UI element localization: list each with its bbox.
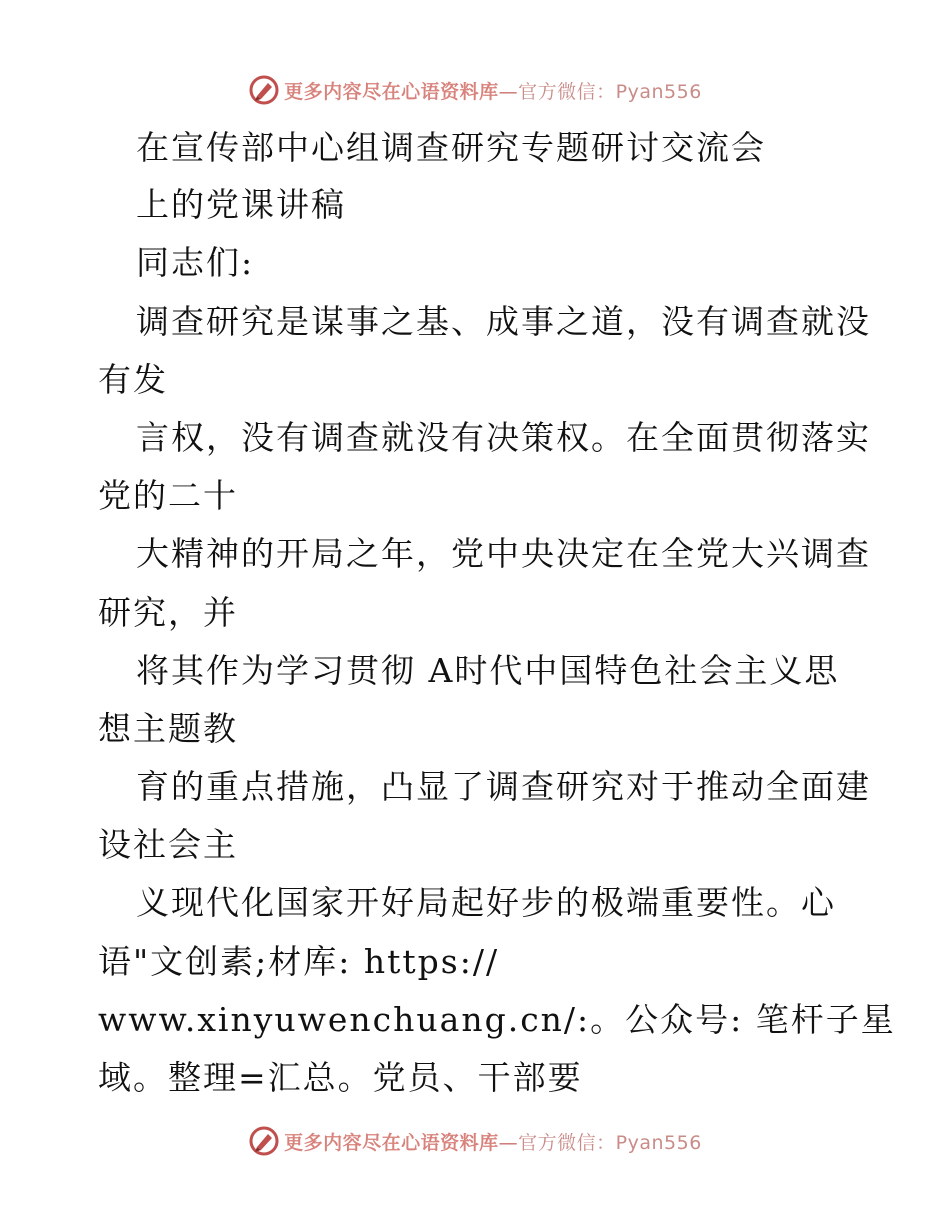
footer-watermark: [0, 1121, 950, 1161]
paragraph-line: 域。整理=汇总。党员、干部要: [98, 1058, 583, 1097]
paragraph-line: 研究，并: [98, 593, 238, 632]
doc-title-line-1: 在宣传部中心组调查研究专题研讨交流会: [136, 128, 766, 167]
paragraph-line: 想主题教: [98, 709, 238, 748]
doc-title-line-2: 上的党课讲稿: [136, 185, 346, 224]
paragraph-line: 语"文创素;材库: https://: [98, 942, 500, 981]
watermark-brand: 更多内容尽在心语资料库: [284, 80, 499, 103]
watermark-text: [284, 77, 702, 104]
paragraph-line: 大精神的开局之年，党中央决定在全党大兴调查: [136, 534, 871, 573]
watermark-separator: —: [498, 80, 519, 103]
paragraph-line: 调查研究是谋事之基、成事之道，没有调查就没: [136, 302, 871, 341]
watermark-text: [284, 1128, 702, 1155]
paragraph-line: 育的重点措施，凸显了调查研究对于推动全面建: [136, 767, 871, 806]
header-watermark: [0, 70, 950, 110]
paragraph-line: www.xinyuwenchuang.cn/:。公众号: 笔杆子星: [98, 1000, 896, 1039]
watermark-separator: —: [498, 1131, 519, 1154]
watermark-wechat: 官方微信：Pyan556: [518, 1131, 702, 1154]
paragraph-line: 设社会主: [98, 825, 238, 864]
paragraph-line: 有发: [98, 360, 168, 399]
watermark-brand: 更多内容尽在心语资料库: [284, 1131, 499, 1154]
pen-logo-icon: [248, 74, 280, 106]
paragraph-line: 党的二十: [98, 476, 238, 515]
paragraph-line: 将其作为学习贯彻 A时代中国特色社会主义思: [136, 651, 840, 690]
paragraph-line: 义现代化国家开好局起好步的极端重要性。心: [136, 883, 836, 922]
watermark-wechat: 官方微信：Pyan556: [518, 80, 702, 103]
salutation: 同志们:: [136, 243, 255, 282]
paragraph-line: 言权，没有调查就没有决策权。在全面贯彻落实: [136, 418, 871, 457]
pen-logo-icon: [248, 1125, 280, 1157]
